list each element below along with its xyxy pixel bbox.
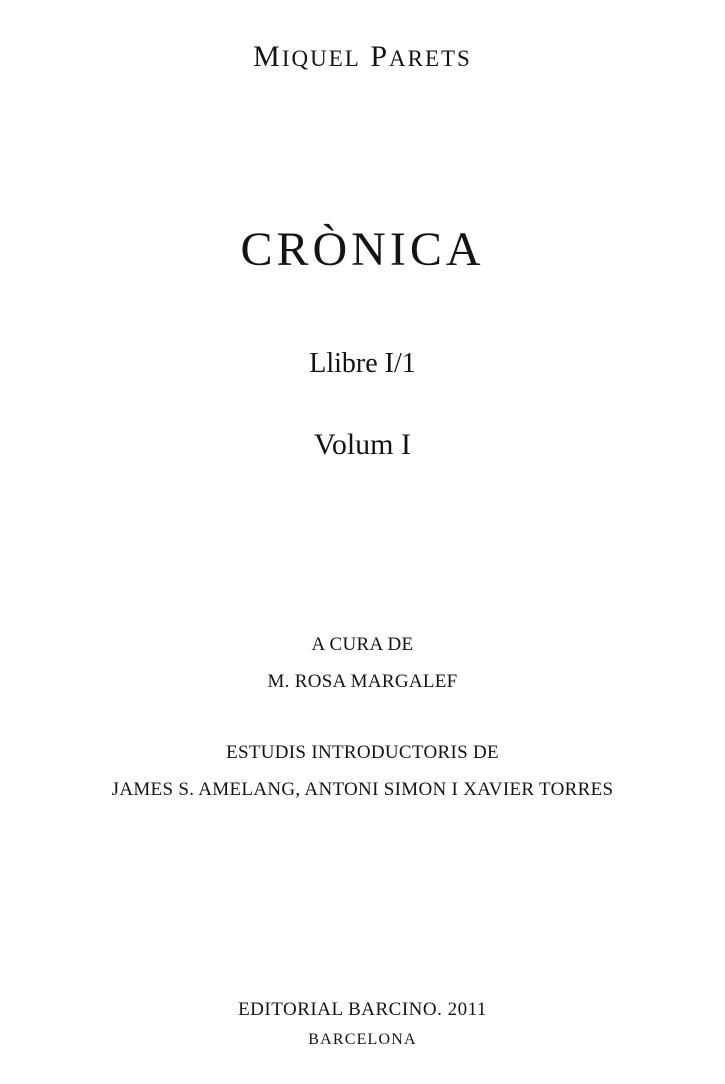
author-last-rest: ARETS bbox=[389, 46, 472, 71]
editor-name: M. ROSA MARGALEF bbox=[267, 671, 458, 692]
introductory-studies-label: ESTUDIS INTRODUCTORIS DE bbox=[226, 742, 499, 763]
author-first-rest: IQUEL bbox=[281, 46, 361, 71]
author-name bbox=[0, 42, 725, 72]
book-title: CRÒNICA bbox=[240, 223, 485, 276]
introductory-studies-authors: JAMES S. AMELANG, ANTONI SIMON I XAVIER TORRES bbox=[111, 779, 614, 800]
edited-by-label: A CURA DE bbox=[311, 634, 414, 655]
publisher-city: BARCELONA bbox=[308, 1031, 417, 1048]
publisher-imprint: EDITORIAL BARCINO. 2011 bbox=[238, 999, 487, 1020]
author-last-initial: P bbox=[370, 40, 389, 73]
volume-number: Volum I bbox=[314, 428, 411, 461]
author-first-initial: M bbox=[253, 40, 282, 73]
book-number: Llibre I/1 bbox=[309, 348, 416, 379]
